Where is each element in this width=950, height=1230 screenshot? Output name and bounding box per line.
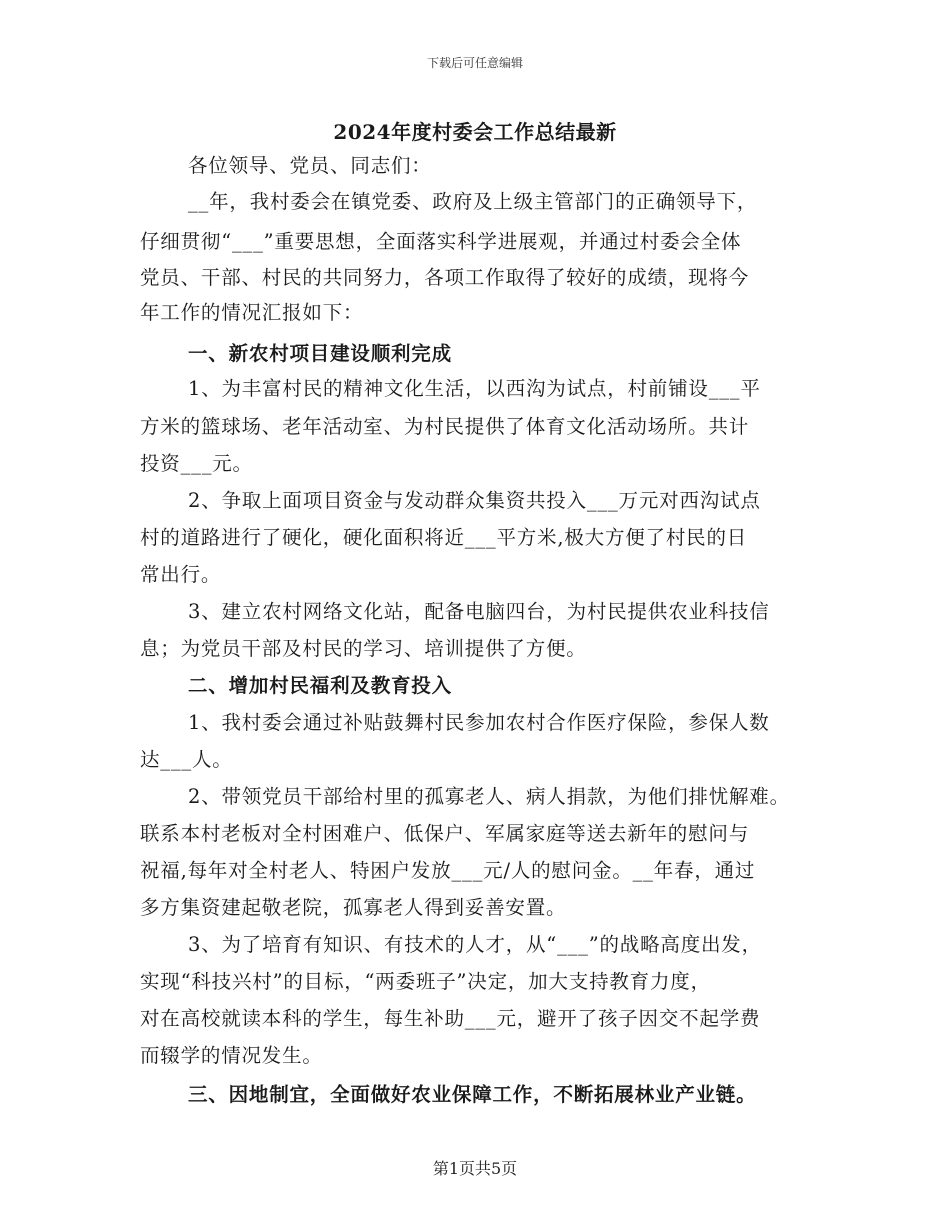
page-footer: 第1页共5页 (432, 1159, 518, 1178)
paragraph-line: 对在高校就读本科的学生，每生补助___元，避开了孩子因交不起学费 (140, 1007, 761, 1030)
header-note: 下载后可任意编辑 (426, 56, 523, 70)
paragraph-line: 联系本村老板对全村困难户、低保户、军属家庭等送去新年的慰问与 (140, 822, 750, 845)
paragraph-line: 1、为丰富村民的精神文化生活，以西沟为试点，村前铺设___平 (188, 377, 761, 400)
paragraph-line: 党员、干部、村民的共同努力，各项工作取得了较好的成绩，现将今 (140, 266, 750, 289)
paragraph-line: 村的道路进行了硬化，硬化面积将近___平方米,极大方便了村民的日 (140, 526, 748, 549)
document-title: 2024年度村委会工作总结最新 (333, 120, 617, 144)
paragraph-line: 3、建立农村网络文化站，配备电脑四台，为村民提供农业科技信 (188, 600, 770, 623)
paragraph-line: 3、为了培育有知识、有技术的人才，从“___”的战略高度出发， (188, 933, 762, 956)
paragraph-line: 方米的篮球场、老年活动室、为村民提供了体育文化活动场所。共计 (140, 415, 750, 438)
paragraph-line: 2、带领党员干部给村里的孤寡老人、病人捐款，为他们排忧解难。 (188, 785, 790, 808)
paragraph-line: 达___人。 (140, 748, 233, 771)
paragraph-line: 而辍学的情况发生。 (140, 1044, 323, 1067)
section-heading: 三、因地制宜，全面做好农业保障工作，不断拓展林业产业链。 (188, 1083, 757, 1106)
paragraph-line: 实现“科技兴村”的目标，“两委班子”决定，加大支持教育力度， (140, 970, 711, 993)
paragraph-line: 多方集资建起敬老院，孤寡老人得到妥善安置。 (140, 896, 567, 919)
paragraph-line: 2、争取上面项目资金与发动群众集资共投入___万元对西沟试点 (188, 489, 761, 512)
section-heading: 二、增加村民福利及教育投入 (188, 674, 452, 697)
paragraph-line: 1、我村委会通过补贴鼓舞村民参加农村合作医疗保险，参保人数 (188, 711, 770, 734)
paragraph-line: 息；为党员干部及村民的学习、培训提供了方便。 (140, 637, 587, 660)
paragraph-line: 年工作的情况汇报如下： (140, 301, 364, 324)
paragraph-line: 常出行。 (140, 563, 222, 586)
paragraph-line: __年，我村委会在镇党委、政府及上级主管部门的正确领导下， (188, 190, 758, 213)
salutation: 各位领导、党员、同志们： (188, 154, 432, 177)
paragraph-line: 仔细贯彻“___”重要思想，全面落实科学进展观，并通过村委会全体 (140, 230, 742, 253)
paragraph-line: 祝福,每年对全村老人、特困户发放___元/人的慰问金。__年春，通过 (140, 859, 756, 882)
paragraph-line: 投资___元。 (140, 452, 253, 475)
section-heading: 一、新农村项目建设顺利完成 (188, 342, 452, 365)
